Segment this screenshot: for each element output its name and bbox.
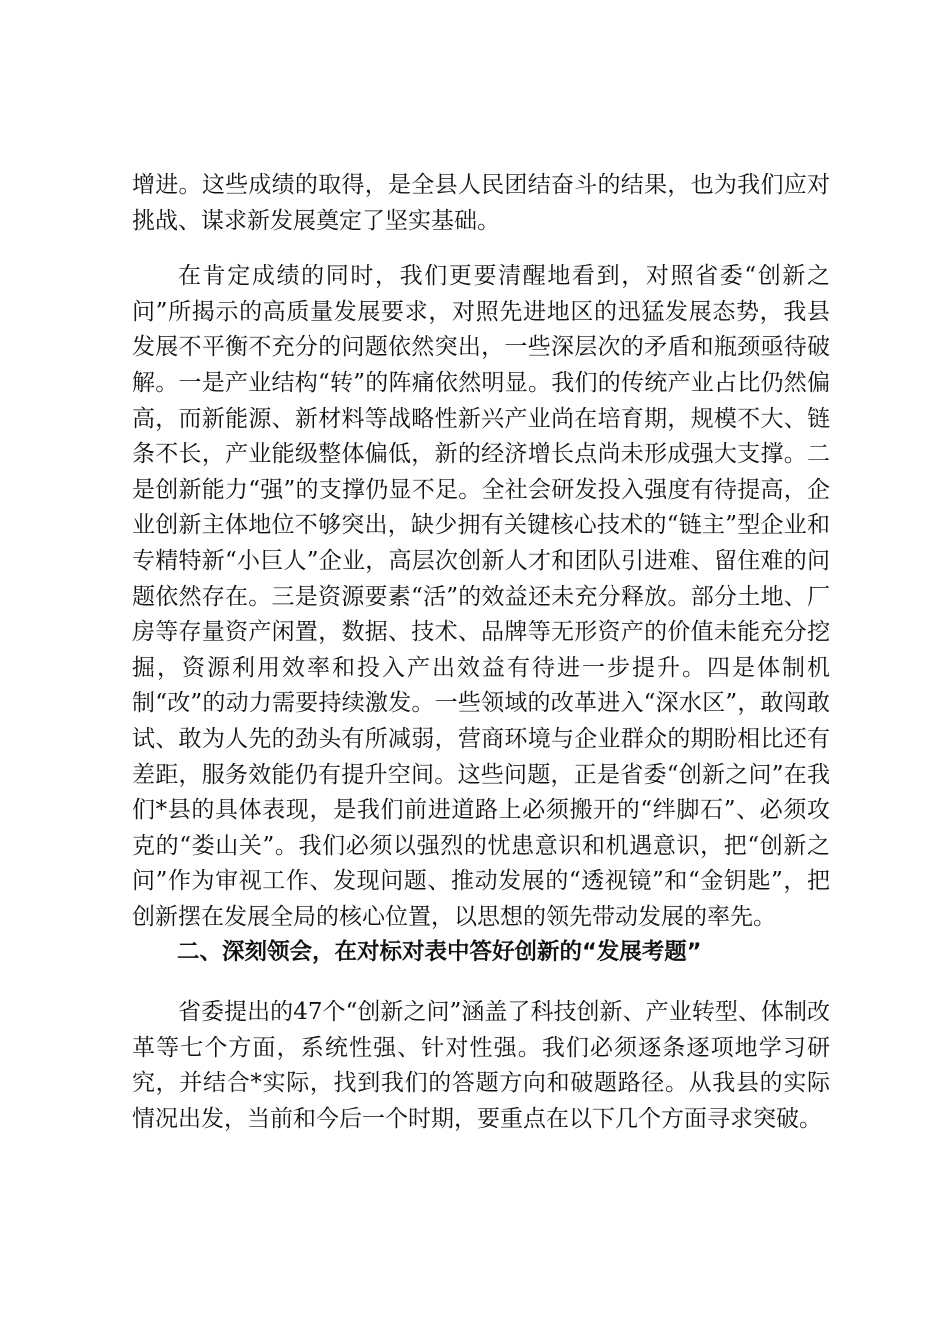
document-page [132,168,830,1137]
paragraph-continuation: 增进。这些成绩的取得，是全县人民团结奋斗的结果，也为我们应对挑战、谋求新发展奠定了坚实基础。 [132,172,830,234]
paragraph-innovation-questions: 省委提出的47个“创新之问”涵盖了科技创新、产业转型、体制改革等七个方面，系统性强、针对性强。我们必须逐条逐项地学习研究，并结合*实际，找到我们的答题方向和破题路径。从我县的实际情况出发，当前和今后一个时期，要重点在以下几个方面寻求突破。 [132,999,830,1132]
section-heading: 二、深刻领会，在对标对表中答好创新的“发展考题” [177,939,702,966]
paragraph-problems: 在肯定成绩的同时，我们更要清醒地看到，对照省委“创新之问”所揭示的高质量发展要求，对照先进地区的迅猛发展态势，我县发展不平衡不充分的问题依然突出，一些深层次的矛盾和瓶颈亟待破解。一是产业结构“转”的阵痛依然明显。我们的传统产业占比仍然偏高，而新能源、新材料等战略性新兴产业尚在培育期，规模不大、链条不长，产业能级整体偏低，新的经济增长点尚未形成强大支撑。二是创新能力“强”的支撑仍显不足。全社会研发投入强度有待提高，企业创新主体地位不够突出，缺少拥有关键核心技术的“链主”型企业和专精特新“小巨人”企业，高层次创新人才和团队引进难、留住难的问题依然存在。三是资源要素“活”的效益还未充分释放。部分土地、厂房等存量资产闲置，数据、技术、品牌等无形资产的价值未能充分挖掘，资源利用效率和投入产出效益有待进一步提升。四是体制机制“改”的动力需要持续激发。一些领域的改革进入“深水区”，敢闯敢试、敢为人先的劲头有所减弱，营商环境与企业群众的期盼相比还有差距，服务效能仍有提升空间。这些问题，正是省委“创新之问”在我们*县的具体表现，是我们前进道路上必须搬开的“绊脚石”、必须攻克的“娄山关”。我们必须以强烈的忧患意识和机遇意识，把“创新之问”作为审视工作、发现问题、推动发展的“透视镜”和“金钥匙”，把创新摆在发展全局的核心位置，以思想的领先带动发展的率先。 [132,263,830,930]
